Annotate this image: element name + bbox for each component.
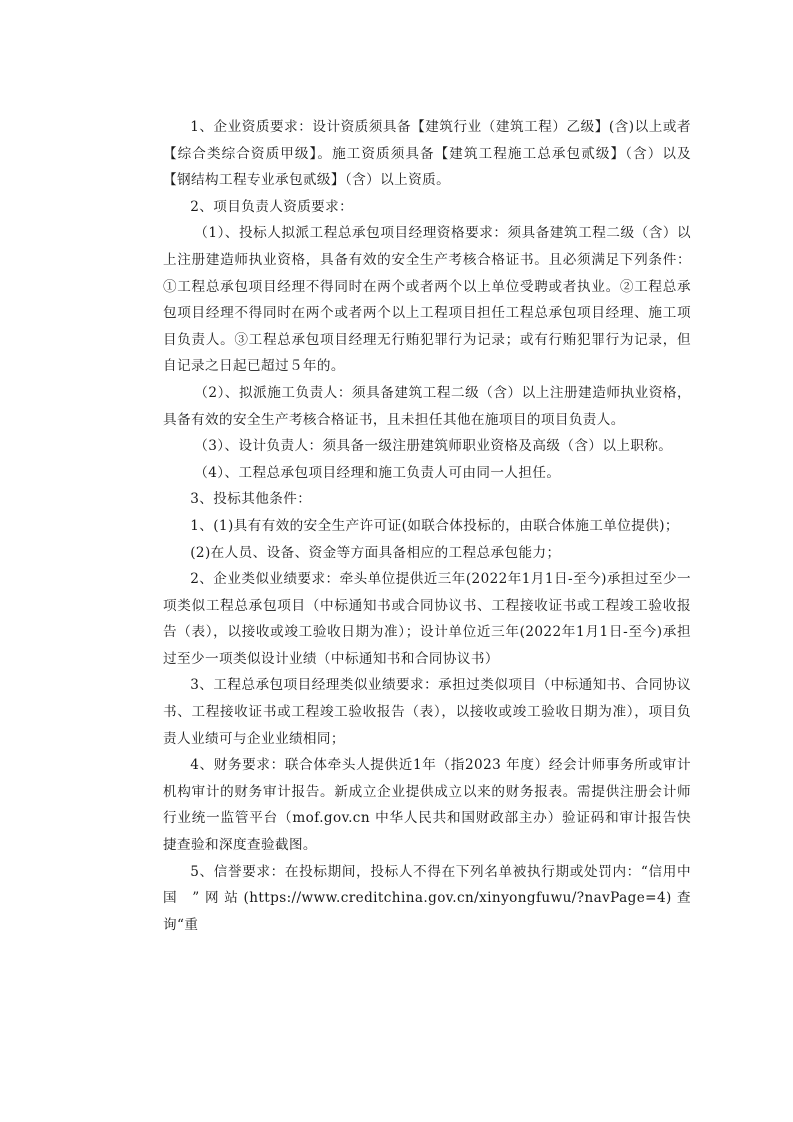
paragraph-safety-license: 1、(1)具有有效的安全生产许可证(如联合体投标的，由联合体施工单位提供)； bbox=[190, 517, 679, 534]
paragraph-financial: 4、财务要求：联合体牵头人提供近1年（指2023 年度）经会计师事务所或审计机构审计的财务审计报告。新成立企业提供成立以来的财务报表。需提供注册会计师行业统一监管平台（mof.gov.cn 中华人民共和国财政部主办）验证码和审计报告快捷查验和深度查验截图。 bbox=[163, 757, 691, 854]
paragraph-construction-lead: （2）、拟派施工负责人：须具备建筑工程二级（含）以上注册建造师执业资格，具备有效的安全生产考核合格证书，且未担任其他在施项目的项目负责人。 bbox=[163, 384, 691, 428]
paragraph-pm-performance: 3、工程总承包项目经理类似业绩要求：承担过类似项目（中标通知书、合同协议书、工程接收证书或工程竣工验收报告（表），以接收或竣工验收日期为准），项目负责人业绩可与企业业绩相同； bbox=[163, 677, 691, 747]
paragraph-pm-heading: 2、项目负责人资质要求： bbox=[190, 198, 354, 215]
paragraph-qualification: 1、企业资质要求：设计资质须具备【建筑行业（建筑工程）乙级】(含)以上或者【综合类综合资质甲级】。施工资质须具备【建筑工程施工总承包贰级】（含）以及【钢结构工程专业承包贰级】（含）以上资质。 bbox=[163, 119, 691, 189]
paragraph-pm-requirements: （1）、投标人拟派工程总承包项目经理资格要求：须具备建筑工程二级（含）以上注册建造师执业资格，具备有效的安全生产考核合格证书。且必须满足下列条件：①工程总承包项目经理不得同时在两个或者两个以上单位受聘或者执业。②工程总承包项目经理不得同时在两个或者两个以上工程项目担任工程总承包项目经理、施工项目负责人。③工程总承包项目经理无行贿犯罪行为记录；或有行贿犯罪行为记录，但自记录之日起已超过５年的。 bbox=[163, 225, 691, 375]
paragraph-credit: 5、信誉要求：在投标期间，投标人不得在下列名单被执行期或处罚内：“信用中国 ”网站(https://www.creditchina.gov.cn/xinyongfuwu/?navPage=4)查询“重 bbox=[163, 863, 691, 933]
document-body bbox=[163, 114, 691, 938]
paragraph-capability: (2)在人员、设备、资金等方面具备相应的工程总承包能力； bbox=[190, 544, 561, 561]
paragraph-other-conditions-heading: 3、投标其他条件： bbox=[190, 491, 312, 508]
paragraph-design-lead: （3）、设计负责人：须具备一级注册建筑师职业资格及高级（含）以上职称。 bbox=[194, 438, 673, 455]
paragraph-same-person: （4）、工程总承包项目经理和施工负责人可由同一人担任。 bbox=[194, 464, 561, 481]
paragraph-company-performance: 2、企业类似业绩要求：牵头单位提供近三年(2022年1月1日-至今)承担过至少一项类似工程总承包项目（中标通知书或合同协议书、工程接收证书或工程竣工验收报告（表），以接收或竣工验收日期为准）；设计单位近三年(2022年1月1日-至今)承担过至少一项类似设计业绩（中标通知书和合同协议书） bbox=[163, 571, 691, 667]
